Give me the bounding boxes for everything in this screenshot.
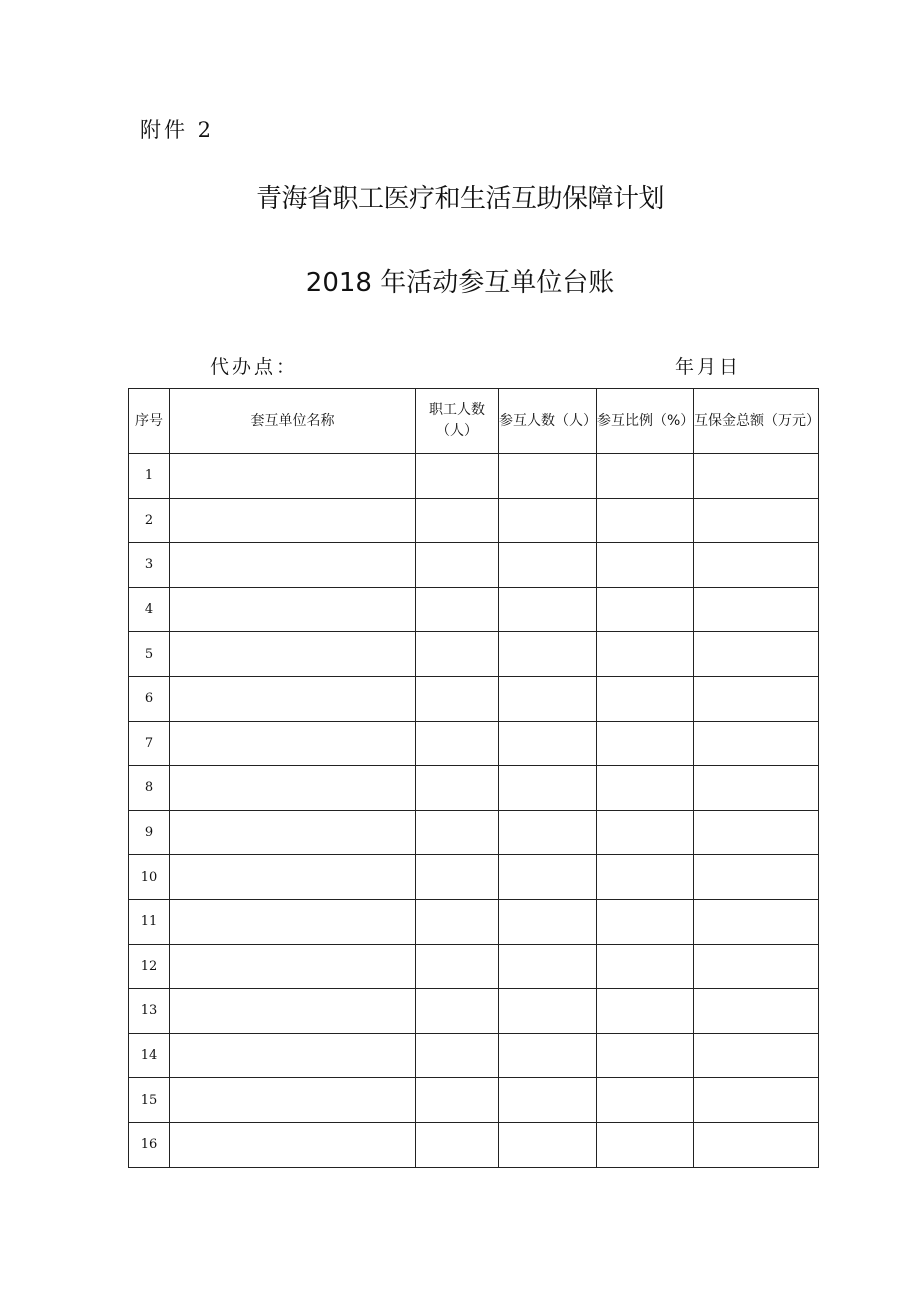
- participants-cell[interactable]: [499, 543, 597, 588]
- participants-cell[interactable]: [499, 454, 597, 499]
- participants-cell[interactable]: [499, 1122, 597, 1167]
- row-number: 5: [129, 632, 170, 677]
- total-fund-cell[interactable]: [694, 721, 819, 766]
- unit-name-cell[interactable]: [170, 498, 416, 543]
- table-row: [129, 899, 819, 944]
- unit-name-cell[interactable]: [170, 810, 416, 855]
- ledger-table: [128, 388, 819, 1168]
- table-row: [129, 989, 819, 1034]
- unit-name-cell[interactable]: [170, 766, 416, 811]
- participants-cell[interactable]: [499, 587, 597, 632]
- unit-name-cell[interactable]: [170, 1033, 416, 1078]
- employees-cell[interactable]: [416, 721, 499, 766]
- row-number: 12: [129, 944, 170, 989]
- table-row: [129, 454, 819, 499]
- participants-cell[interactable]: [499, 1033, 597, 1078]
- table-row: [129, 766, 819, 811]
- document-subtitle: 2018 年活动参互单位台账: [305, 268, 615, 298]
- participants-cell[interactable]: [499, 810, 597, 855]
- participants-cell[interactable]: [499, 632, 597, 677]
- row-number: 16: [129, 1122, 170, 1167]
- total-fund-cell[interactable]: [694, 454, 819, 499]
- header-employees: 职工人数（人）: [416, 389, 499, 454]
- participants-cell[interactable]: [499, 766, 597, 811]
- total-fund-cell[interactable]: [694, 498, 819, 543]
- table-row: [129, 1033, 819, 1078]
- total-fund-cell[interactable]: [694, 989, 819, 1034]
- header-participants: 参互人数（人）: [499, 389, 597, 454]
- row-number: 4: [129, 587, 170, 632]
- unit-name-cell[interactable]: [170, 543, 416, 588]
- agency-label: 代办点：: [210, 356, 299, 378]
- unit-name-cell[interactable]: [170, 1122, 416, 1167]
- employees-cell[interactable]: [416, 632, 499, 677]
- employees-cell[interactable]: [416, 1122, 499, 1167]
- participants-cell[interactable]: [499, 721, 597, 766]
- employees-cell[interactable]: [416, 944, 499, 989]
- unit-name-cell[interactable]: [170, 587, 416, 632]
- total-fund-cell[interactable]: [694, 1033, 819, 1078]
- unit-name-cell[interactable]: [170, 1078, 416, 1123]
- header-seq: 序号: [129, 389, 170, 454]
- total-fund-cell[interactable]: [694, 1078, 819, 1123]
- total-fund-cell[interactable]: [694, 766, 819, 811]
- ratio-cell[interactable]: [597, 944, 694, 989]
- participants-cell[interactable]: [499, 989, 597, 1034]
- row-number: 15: [129, 1078, 170, 1123]
- participants-cell[interactable]: [499, 676, 597, 721]
- total-fund-cell[interactable]: [694, 855, 819, 900]
- total-fund-cell[interactable]: [694, 587, 819, 632]
- ratio-cell[interactable]: [597, 454, 694, 499]
- total-fund-cell[interactable]: [694, 944, 819, 989]
- ratio-cell[interactable]: [597, 766, 694, 811]
- total-fund-cell[interactable]: [694, 543, 819, 588]
- row-number: 6: [129, 676, 170, 721]
- unit-name-cell[interactable]: [170, 632, 416, 677]
- unit-name-cell[interactable]: [170, 855, 416, 900]
- row-number: 9: [129, 810, 170, 855]
- table-row: [129, 587, 819, 632]
- employees-cell[interactable]: [416, 454, 499, 499]
- ratio-cell[interactable]: [597, 498, 694, 543]
- ratio-cell[interactable]: [597, 1033, 694, 1078]
- table-row: [129, 1078, 819, 1123]
- total-fund-cell[interactable]: [694, 632, 819, 677]
- document-title: 青海省职工医疗和生活互助保障计划: [255, 184, 664, 214]
- table-row: [129, 810, 819, 855]
- table-row: [129, 1122, 819, 1167]
- table-row: [129, 676, 819, 721]
- ratio-cell[interactable]: [597, 721, 694, 766]
- unit-name-cell[interactable]: [170, 454, 416, 499]
- employees-cell[interactable]: [416, 855, 499, 900]
- table-row: [129, 498, 819, 543]
- participants-cell[interactable]: [499, 899, 597, 944]
- table-row: [129, 632, 819, 677]
- total-fund-cell[interactable]: [694, 1122, 819, 1167]
- participants-cell[interactable]: [499, 855, 597, 900]
- row-number: 8: [129, 766, 170, 811]
- total-fund-cell[interactable]: [694, 676, 819, 721]
- employees-cell[interactable]: [416, 587, 499, 632]
- unit-name-cell[interactable]: [170, 899, 416, 944]
- total-fund-cell[interactable]: [694, 899, 819, 944]
- unit-name-cell[interactable]: [170, 676, 416, 721]
- ratio-cell[interactable]: [597, 632, 694, 677]
- table-row: [129, 944, 819, 989]
- employees-cell[interactable]: [416, 810, 499, 855]
- ratio-cell[interactable]: [597, 855, 694, 900]
- employees-cell[interactable]: [416, 899, 499, 944]
- employees-cell[interactable]: [416, 498, 499, 543]
- participants-cell[interactable]: [499, 1078, 597, 1123]
- employees-cell[interactable]: [416, 989, 499, 1034]
- row-number: 13: [129, 989, 170, 1034]
- ratio-cell[interactable]: [597, 810, 694, 855]
- header-unit-name: 套互单位名称: [170, 389, 416, 454]
- row-number: 2: [129, 498, 170, 543]
- ratio-cell[interactable]: [597, 989, 694, 1034]
- unit-name-cell[interactable]: [170, 989, 416, 1034]
- employees-cell[interactable]: [416, 1078, 499, 1123]
- ratio-cell[interactable]: [597, 676, 694, 721]
- header-total-fund: 互保金总额（万元）: [694, 389, 819, 454]
- header-row: [129, 389, 819, 454]
- participants-cell[interactable]: [499, 498, 597, 543]
- date-label: 年月日: [675, 356, 742, 378]
- attachment-label: 附件 2: [140, 118, 215, 142]
- row-number: 11: [129, 899, 170, 944]
- employees-cell[interactable]: [416, 766, 499, 811]
- table-row: [129, 543, 819, 588]
- ratio-cell[interactable]: [597, 1122, 694, 1167]
- row-number: 10: [129, 855, 170, 900]
- participants-cell[interactable]: [499, 944, 597, 989]
- employees-cell[interactable]: [416, 543, 499, 588]
- ratio-cell[interactable]: [597, 587, 694, 632]
- unit-name-cell[interactable]: [170, 944, 416, 989]
- employees-cell[interactable]: [416, 676, 499, 721]
- header-ratio: 参互比例（%）: [597, 389, 694, 454]
- ratio-cell[interactable]: [597, 899, 694, 944]
- row-number: 1: [129, 454, 170, 499]
- table-row: [129, 721, 819, 766]
- row-number: 3: [129, 543, 170, 588]
- row-number: 7: [129, 721, 170, 766]
- total-fund-cell[interactable]: [694, 810, 819, 855]
- unit-name-cell[interactable]: [170, 721, 416, 766]
- table-row: [129, 855, 819, 900]
- employees-cell[interactable]: [416, 1033, 499, 1078]
- row-number: 14: [129, 1033, 170, 1078]
- ratio-cell[interactable]: [597, 543, 694, 588]
- ratio-cell[interactable]: [597, 1078, 694, 1123]
